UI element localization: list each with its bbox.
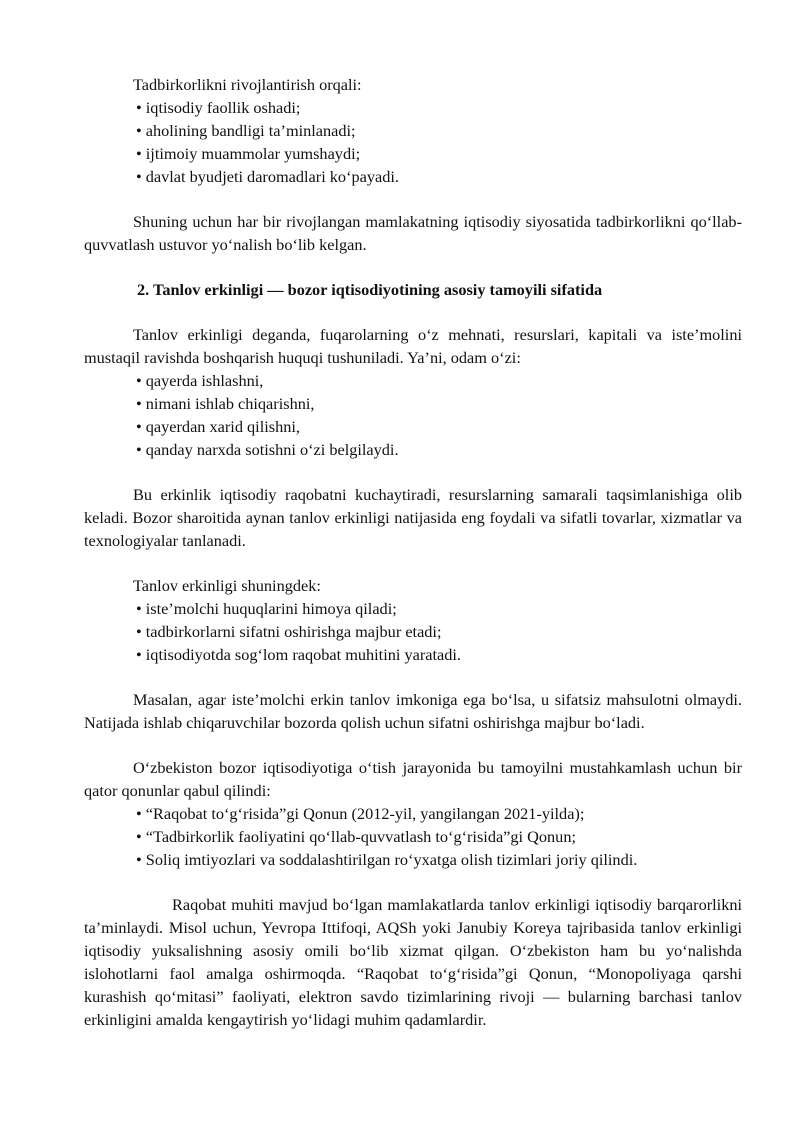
list-item: • “Tadbirkorlik faoliyatini qo‘llab-quvvatlash to‘g‘risida”gi Qonun;: [136, 825, 742, 848]
spacer: [84, 734, 742, 756]
list-intro: Tadbirkorlikni rivojlantirish orqali:: [133, 75, 362, 94]
list-item: • qanday narxda sotishni o‘zi belgilaydi.: [136, 438, 742, 461]
bullet-list: [84, 369, 742, 461]
list-item: • nimani ishlab chiqarishni,: [136, 392, 742, 415]
list-item: • iqtisodiyotda sog‘lom raqobat muhitini yaratadi.: [136, 643, 742, 666]
list-item: • tadbirkorlarni sifatni oshirishga majbur etadi;: [136, 620, 742, 643]
paragraph: Bu erkinlik iqtisodiy raqobatni kuchaytiradi, resurslarning samarali taqsimlanishiga olib keladi. Bozor sharoitida aynan tanlov erkinligi natijasida eng foydali va sifatli tovarlar, xizmatlar va texnologiyalar tanlanadi.: [84, 485, 742, 550]
spacer: [84, 188, 742, 210]
paragraph: Tanlov erkinligi deganda, fuqarolarning o‘z mehnati, resurslari, kapitali va iste’molini mustaqil ravishda boshqarish huquqi tushuniladi. Ya’ni, odam o‘zi:: [84, 325, 742, 367]
spacer: [84, 666, 742, 688]
spacer: [84, 256, 742, 278]
paragraph: Shuning uchun har bir rivojlangan mamlakatning iqtisodiy siyosatida tadbirkorlikni qo‘llab-quvvatlash ustuvor yo‘nalish bo‘lib kelgan.: [84, 212, 742, 254]
section-heading: 2. Tanlov erkinligi — bozor iqtisodiyotining asosiy tamoyili sifatida: [137, 280, 603, 299]
list-item: • “Raqobat to‘g‘risida”gi Qonun (2012-yil, yangilangan 2021-yilda);: [136, 802, 742, 825]
paragraph: Masalan, agar iste’molchi erkin tanlov imkoniga ega bo‘lsa, u sifatsiz mahsulotni olmaydi. Natijada ishlab chiqaruvchilar bozorda qolish uchun sifatni oshirishga majbur bo‘ladi.: [84, 690, 742, 732]
paragraph: Raqobat muhiti mavjud bo‘lgan mamlakatlarda tanlov erkinligi iqtisodiy barqarorlikni ta’minlaydi. Misol uchun, Yevropa Ittifoqi, AQSh yoki Janubiy Koreya tajribasida tanlov erkinligi iqtisodiy yuksalishning asosiy omili bo‘lib xizmat qilgan. O‘zbekiston ham bu yo‘nalishda islohotlarni faol amalga oshirmoqda. “Raqobat to‘g‘risida”gi Qonun, “Monopoliyaga qarshi kurashish qo‘mitasi” faoliyati, elektron savdo tizimlarining rivoji — bularning barchasi tanlov erkinligini amalda kengaytirish yo‘lidagi muhim qadamlardir.: [84, 895, 742, 1029]
spacer: [84, 301, 742, 323]
list-intro: Tanlov erkinligi shuningdek:: [133, 576, 321, 595]
spacer: [84, 461, 742, 483]
list-item: • qayerdan xarid qilishni,: [136, 415, 742, 438]
document-page: [84, 73, 742, 1031]
bullet-list: [84, 802, 742, 871]
list-item: • Soliq imtiyozlari va soddalashtirilgan ro‘yxatga olish tizimlari joriy qilindi.: [136, 848, 742, 871]
bullet-list: [84, 597, 742, 666]
list-item: • aholining bandligi ta’minlanadi;: [136, 119, 742, 142]
bullet-list: [84, 96, 742, 188]
list-item: • qayerda ishlashni,: [136, 369, 742, 392]
spacer: [84, 871, 742, 893]
list-item: • davlat byudjeti daromadlari ko‘payadi.: [136, 165, 742, 188]
list-item: • iqtisodiy faollik oshadi;: [136, 96, 742, 119]
list-item: • ijtimoiy muammolar yumshaydi;: [136, 142, 742, 165]
paragraph: O‘zbekiston bozor iqtisodiyotiga o‘tish jarayonida bu tamoyilni mustahkamlash uchun bir qator qonunlar qabul qilindi:: [84, 758, 742, 800]
list-item: • iste’molchi huquqlarini himoya qiladi;: [136, 597, 742, 620]
spacer: [84, 552, 742, 574]
